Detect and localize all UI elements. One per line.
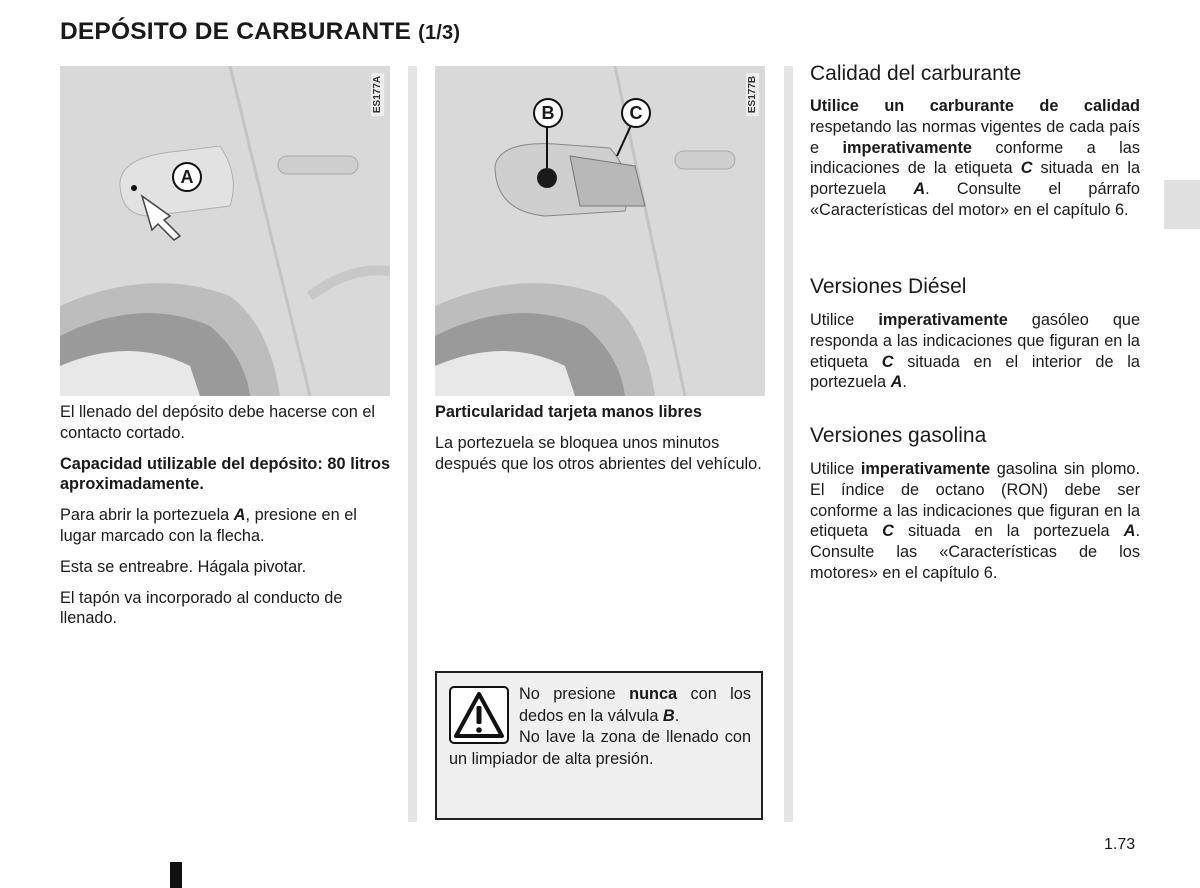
callout-b: B xyxy=(533,98,563,128)
petrol-text: Utilice imperativamente gasolina sin plomo. El índice de octano (RON) debe ser conforme a las indicaciones que figuran en la etiqueta C situada en la portezuela A. Consulte las «Características de los motores» en el capítulo 6. xyxy=(810,460,1140,582)
callout-a: A xyxy=(172,162,202,192)
capacity-note: Capacidad utilizable del depósito: 80 litros aproximadamente. xyxy=(60,454,390,494)
figure-code: ES177B xyxy=(746,73,759,116)
chapter-tab xyxy=(1164,180,1200,229)
diesel-text: Utilice imperativamente gasóleo que responda a las indicaciones que figuran en la etiqueta C situada en el interior de la portezuela A. xyxy=(810,311,1140,392)
filler-neck-figure xyxy=(435,66,765,396)
page-title xyxy=(60,18,460,46)
fuel-quality-text: Utilice un carburante de calidad respetando las normas vigentes de cada país e imperativamente conforme a las indicaciones de la etiqueta C situada en la portezuela A. Consulte el párrafo «Características del motor» en el capítulo 6. xyxy=(810,97,1141,219)
section-heading: Particularidad tarjeta manos libres xyxy=(435,403,702,421)
title-part: (1/3) xyxy=(418,22,461,44)
page-number: 1.73 xyxy=(1104,836,1136,853)
fuel-flap-illustration xyxy=(60,66,390,396)
warning-line-1: No presione nunca con los dedos en la válvula B. xyxy=(519,685,751,725)
callout-c: C xyxy=(621,98,651,128)
column-divider xyxy=(408,66,417,822)
middle-column xyxy=(435,402,765,484)
paragraph: Para abrir la portezuela A, presione en el lugar marcado con la flecha. xyxy=(60,506,357,545)
warning-text xyxy=(449,684,751,770)
paragraph: El tapón va incorporado al conducto de llenado. xyxy=(60,588,343,628)
fuel-flap-figure xyxy=(60,66,390,396)
warning-triangle-icon xyxy=(449,686,509,744)
warning-box xyxy=(435,671,763,820)
section-heading: Versiones Diésel xyxy=(810,275,967,298)
page-edge-marker xyxy=(170,862,182,888)
section-heading: Versiones gasolina xyxy=(810,424,987,447)
left-column xyxy=(60,402,390,639)
paragraph: El llenado del depósito debe hacerse con el contacto cortado. xyxy=(60,403,375,442)
paragraph: La portezuela se bloquea unos minutos después que los otros abrientes del vehículo. xyxy=(435,433,762,473)
section-heading: Calidad del carburante xyxy=(810,62,1022,85)
paragraph: Esta se entreabre. Hágala pivotar. xyxy=(60,557,307,576)
title-text: DEPÓSITO DE CARBURANTE xyxy=(60,18,412,45)
figure-code: ES177A xyxy=(371,73,384,116)
column-divider xyxy=(784,66,793,822)
warning-line-2: No lave la zona de llenado con un limpiador de alta presión. xyxy=(449,728,751,768)
filler-neck-illustration xyxy=(435,66,765,396)
